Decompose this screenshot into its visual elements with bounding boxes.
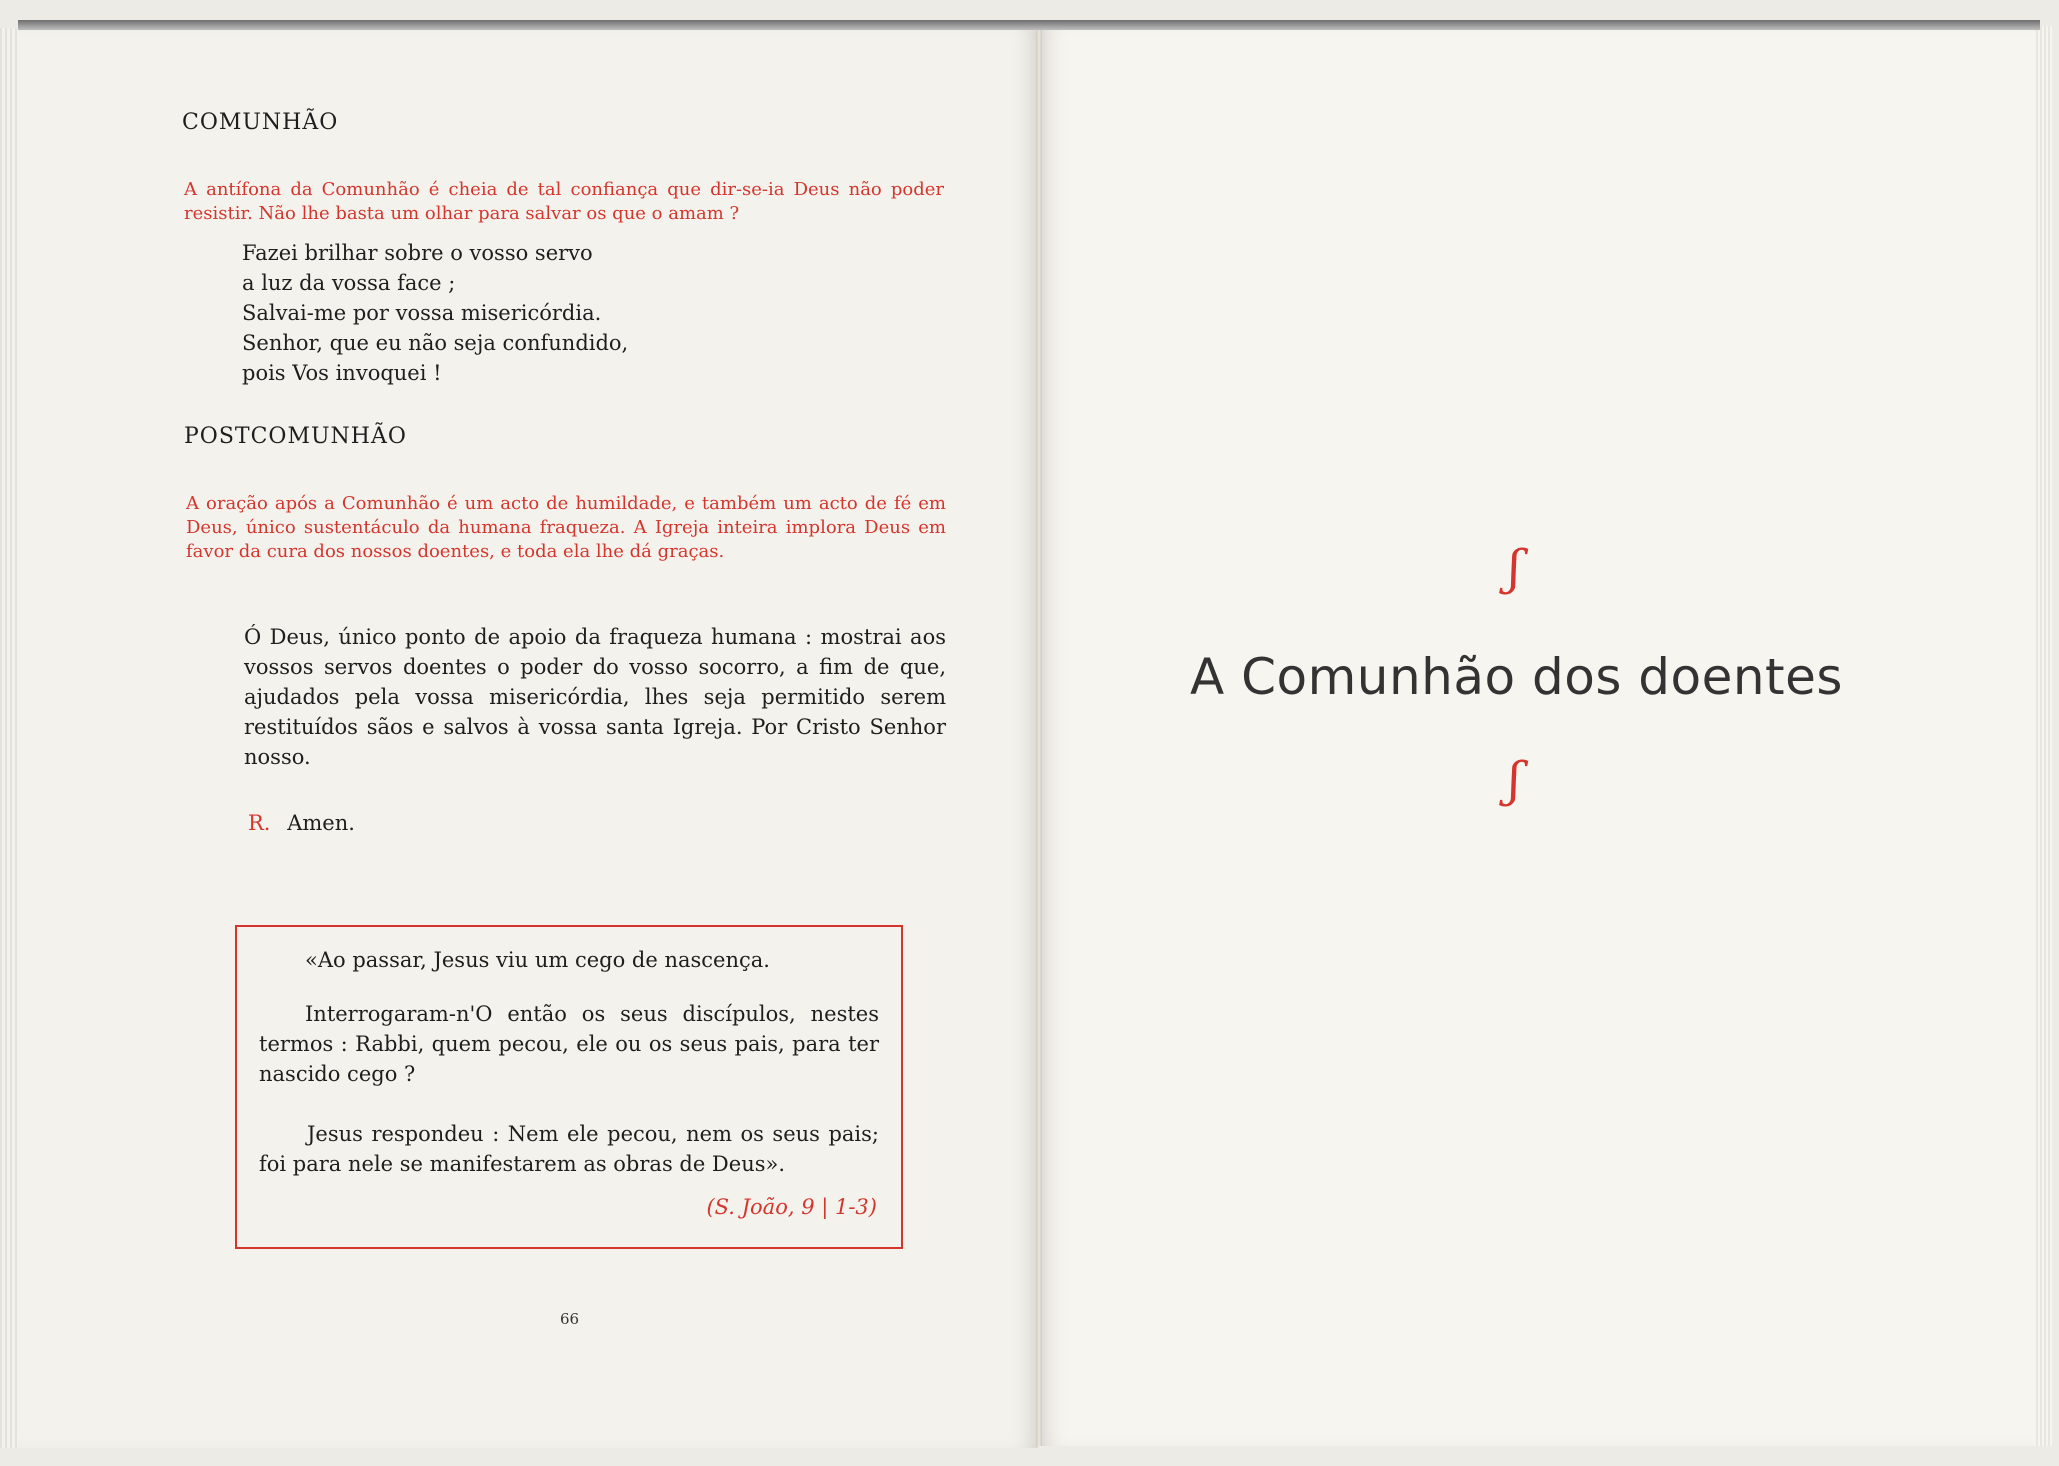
book-spine: [1036, 26, 1042, 1446]
response-marker: R.: [248, 811, 271, 835]
quote-paragraph-1: «Ao passar, Jesus viu um cego de nascença.: [305, 948, 770, 972]
postcommunion-prayer: Ó Deus, único ponto de apoio da fraqueza humana : mostrai aos vossos servos doentes o poder do vosso socorro, a fim de que, ajudados pela vossa misericórdia, lhes seja permitido serem restituídos sãos e salvos à vossa santa Igreja. Por Cristo Senhor nosso.: [244, 625, 946, 769]
ornament-top: ʃ: [1508, 540, 1522, 596]
response-text: Amen.: [287, 811, 355, 835]
right-page: [1040, 26, 2040, 1446]
top-edge-shadow: [18, 20, 2040, 30]
quote-paragraph-2: Interrogaram-n'O então os seus discípulos, nestes termos : Rabbi, quem pecou, ele ou os seus pais, para ter nascido cego ?: [259, 1002, 879, 1086]
communion-antiphon: [242, 238, 882, 388]
heading-comunhao: COMUNHÃO: [182, 110, 339, 135]
verse-line: pois Vos invoquei !: [242, 361, 442, 385]
gospel-quote-box: [235, 925, 903, 1249]
heading-postcomunhao: POSTCOMUNHÃO: [184, 424, 407, 449]
chapter-title: A Comunhão dos doentes: [1190, 648, 1843, 706]
ornament-bottom: ʃ: [1508, 752, 1522, 808]
verse-line: Fazei brilhar sobre o vosso servo: [242, 241, 593, 265]
quote-paragraph-3: Jesus respondeu : Nem ele pecou, nem os seus pais; foi para nele se manifestarem as obras de Deus».: [259, 1122, 879, 1176]
verse-line: a luz da vossa face ;: [242, 271, 456, 295]
response-line: [248, 811, 355, 835]
rubric-postcomunhao: A oração após a Comunhão é um acto de humildade, e também um acto de fé em Deus, único sustentáculo da humana fraqueza. A Igreja inteira implora Deus em favor da cura dos nossos doentes, e toda ela lhe dá graças.: [186, 493, 946, 562]
verse-line: Salvai-me por vossa misericórdia.: [242, 301, 602, 325]
rubric-comunhao: A antífona da Comunhão é cheia de tal confiança que dir-se-ia Deus não poder resistir. Não lhe basta um olhar para salvar os que o amam ?: [184, 179, 944, 224]
verse-line: Senhor, que eu não seja confundido,: [242, 331, 629, 355]
page-number: 66: [560, 1310, 580, 1328]
right-page-edges: [2036, 26, 2052, 1446]
gospel-citation: (S. João, 9 | 1-3): [706, 1195, 877, 1219]
